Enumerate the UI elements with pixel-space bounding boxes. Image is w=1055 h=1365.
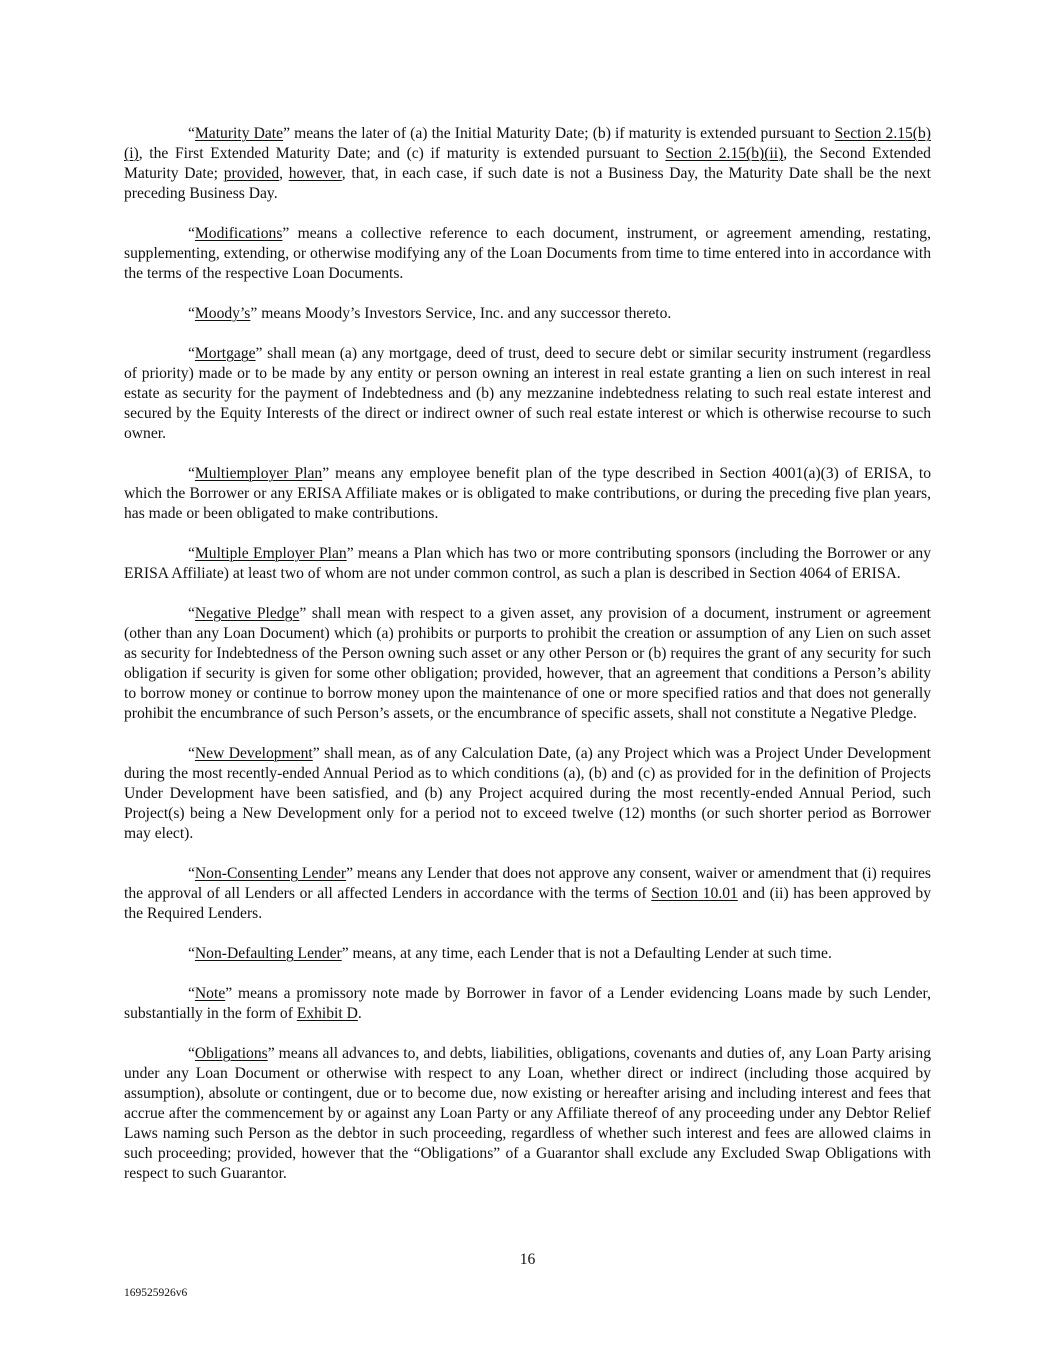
defined-term: Non-Defaulting Lender [194, 945, 342, 962]
defined-term: Obligations [194, 1045, 268, 1062]
defined-term: New Development [194, 745, 313, 762]
definition-obligations: “Obligations” means all advances to, and debts, liabilities, obligations, covenants and duties of, any Loan Party arising under any Loan Document or otherwise with respect to any Loan, whether direct or indirect (including those acquired by assumption), absolute or contingent, due or to become due, now existing or hereafter arising and including interest and fees that accrue after the commencement by or against any Loan Party or any Affiliate thereof of any proceeding under any Debtor Relief Laws naming such Person as the debtor in such proceeding, regardless of whether such interest and fees are allowed claims in such proceeding; provided, however that the “Obligations” of a Guarantor shall exclude any Excluded Swap Obligations with respect to such Guarantor. [124, 1045, 931, 1182]
defined-term: Modifications [194, 225, 283, 242]
definition-new-development: “New Development” shall mean, as of any Calculation Date, (a) any Project which was a Project Under Development during the most recently-ended Annual Period as to which conditions (a), (b) and (c) as provided for in the definition of Projects Under Development have been satisfied, and (b) any Project acquired during the most recently-ended Annual Period, such Project(s) being a New Development only for a period not to exceed twelve (12) months (or such shorter period as Borrower may elect). [124, 745, 931, 842]
defined-term: Multiemployer Plan [194, 465, 323, 482]
definition-negative-pledge: “Negative Pledge” shall mean with respect to a given asset, any provision of a document, instrument or agreement (other than any Loan Document) which (a) prohibits or purports to prohibit the creation or assumption of any Lien on such asset as security for Indebtedness of the Person owning such asset or any other Person or (b) requires the grant of any security for such obligation if security is given for some other obligation; provided, however, that an agreement that conditions a Person’s ability to borrow money or continue to borrow money upon the maintenance of one or more specified ratios and that does not generally prohibit the encumbrance of such Person’s assets, or the encumbrance of specific assets, shall not constitute a Negative Pledge. [124, 605, 932, 722]
definition-modifications: “Modifications” means a collective reference to each document, instrument, or agreement amending, restating, supplementing, extending, or otherwise modifying any of the Loan Documents from time to time entered into in accordance with the terms of the respective Loan Documents. [124, 225, 931, 282]
cross-reference: Section 2.15(b)(ii) [665, 145, 784, 162]
defined-term: Negative Pledge [194, 605, 300, 622]
definition-multiemployer-plan: “Multiemployer Plan” means any employee benefit plan of the type described in Section 4001(a)(3) of ERISA, to which the Borrower or any ERISA Affiliate makes or is obligated to make contributions, or during the preceding five plan years, has made or been obligated to make contributions. [124, 465, 932, 522]
definition-moodys: “Moody’s” means Moody’s Investors Service, Inc. and any successor thereto. [188, 305, 672, 322]
cross-reference: Section 10.01 [651, 885, 738, 902]
cross-reference: Exhibit D [296, 1005, 358, 1022]
definition-multiple-employer-plan: “Multiple Employer Plan” means a Plan which has two or more contributing sponsors (including the Borrower or any ERISA Affiliate) at least two of whom are not under common control, as such a plan is described in Section 4064 of ERISA. [124, 545, 931, 582]
definition-mortgage: “Mortgage” shall mean (a) any mortgage, deed of trust, deed to secure debt or similar security instrument (regardless of priority) made or to be made by any entity or person owning an interest in real estate granting a lien on such interest in real estate as security for the payment of Indebtedness and (b) any mezzanine indebtedness relating to such real estate interest and secured by the Equity Interests of the direct or indirect owner of such real estate interest or which is otherwise recourse to such owner. [124, 345, 931, 442]
defined-term: Non-Consenting Lender [194, 865, 347, 882]
cross-reference: Section 2.15(b)(i) [124, 125, 931, 162]
defined-term: Multiple Employer Plan [194, 545, 347, 562]
emphasis-term: however [288, 165, 342, 182]
definition-non-consenting-lender: “Non-Consenting Lender” means any Lender that does not approve any consent, waiver or amendment that (i) requires the approval of all Lenders or all affected Lenders in accordance with the terms of Section 10.01 and (ii) has been approved by the Required Lenders. [124, 865, 932, 922]
page-number: 16 [519, 1251, 536, 1268]
defined-term: Mortgage [194, 345, 256, 362]
definition-note: “Note” means a promissory note made by Borrower in favor of a Lender evidencing Loans made by such Lender, substantially in the form of Exhibit D. [124, 985, 931, 1022]
definition-maturity-date: “Maturity Date” means the later of (a) the Initial Maturity Date; (b) if maturity is extended pursuant to Section 2.15(b)(i), the First Extended Maturity Date; and (c) if maturity is extended pursuant to Section 2.15(b)(ii), the Second Extended Maturity Date; provided, however, that, in each case, if such date is not a Business Day, the Maturity Date shall be the next preceding Business Day. [124, 125, 932, 202]
defined-term: Moody’s [194, 305, 251, 322]
defined-term: Note [194, 985, 226, 1002]
document-body [124, 124, 931, 1184]
emphasis-term: provided [223, 165, 280, 182]
definition-non-defaulting-lender: “Non-Defaulting Lender” means, at any time, each Lender that is not a Defaulting Lender at such time. [188, 945, 832, 962]
defined-term: Maturity Date [194, 125, 284, 142]
document-id: 169525926v6 [124, 1287, 188, 1299]
